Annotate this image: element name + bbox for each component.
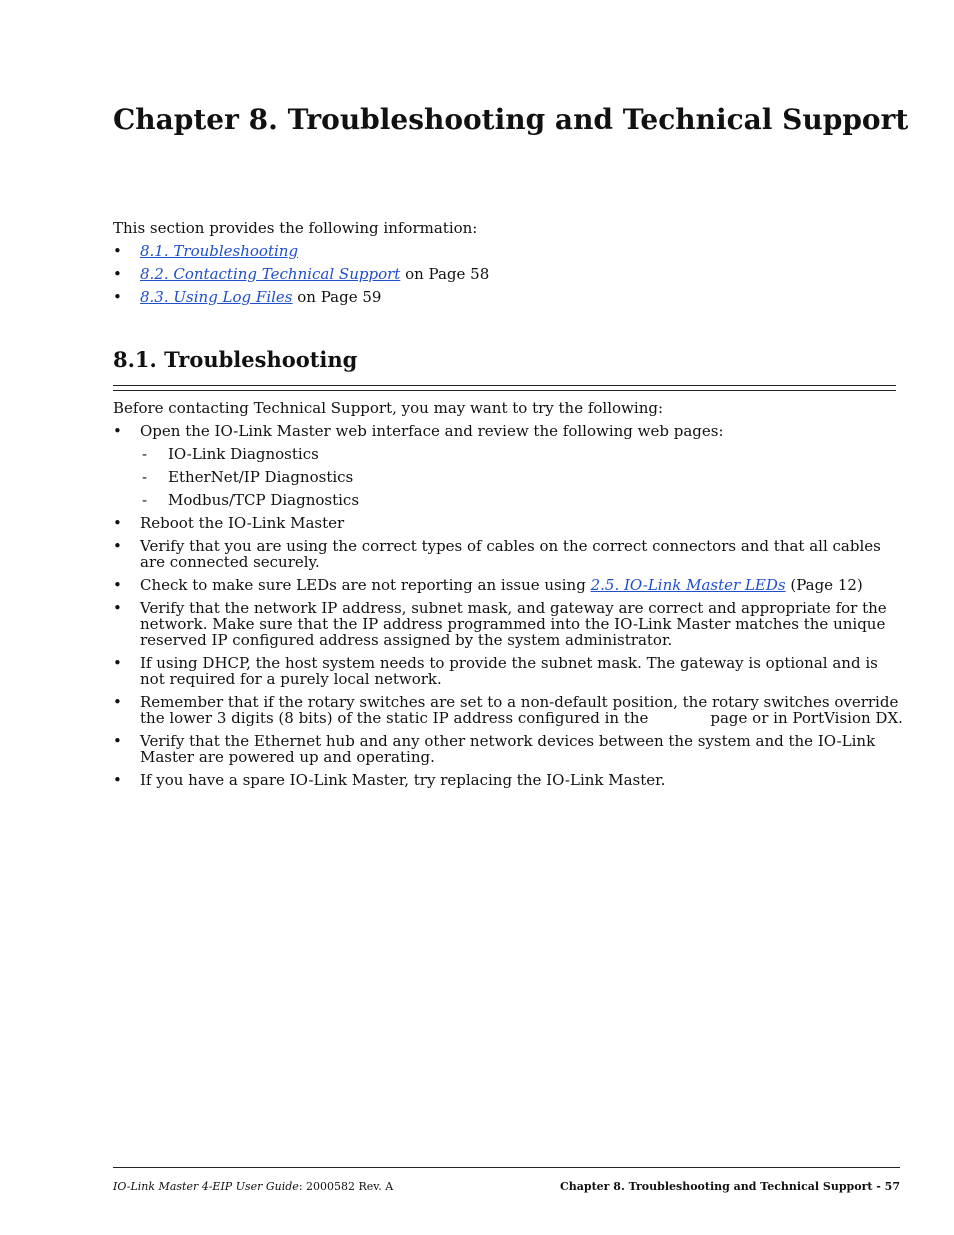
list-item xyxy=(113,423,903,508)
list-item: • Verify that you are using the correct types of cables on the correct connectors and that all cables are connected securely. xyxy=(113,538,903,570)
list-item: • If using DHCP, the host system needs to provide the subnet mask. The gateway is optional and is not required for a purely local network. xyxy=(113,655,903,687)
section-lead: Before contacting Technical Support, you may want to try the following: xyxy=(113,399,664,417)
chapter-title: Chapter 8. Troubleshooting and Technical Support xyxy=(113,103,909,136)
toc-item xyxy=(113,289,489,312)
footer-divider xyxy=(113,1167,900,1168)
footer-page-info: Chapter 8. Troubleshooting and Technical Support - 57 xyxy=(560,1180,900,1193)
toc-suffix: on Page 59 xyxy=(292,288,382,306)
toc-item xyxy=(113,243,489,266)
footer-doc-info xyxy=(113,1180,393,1193)
list-item: • Verify that the network IP address, subnet mask, and gateway are correct and appropriate for the network. Make sure that the IP address programmed into the IO-Link Master matches the unique reserved IP configured address assigned by the system administrator. xyxy=(113,600,903,648)
item-text: Check to make sure LEDs are not reporting an issue using xyxy=(140,576,591,594)
toc-item xyxy=(113,266,489,289)
footer-doc-number: : 2000582 Rev. A xyxy=(298,1180,394,1193)
footer-guide-title: IO-Link Master 4-EIP User Guide xyxy=(113,1180,299,1193)
toc-suffix: on Page 58 xyxy=(400,265,490,283)
section-title: 8.1. Troubleshooting xyxy=(113,347,358,372)
sub-list-item: - IO-Link Diagnostics xyxy=(140,446,903,462)
list-item: • Reboot the IO-Link Master xyxy=(113,515,903,531)
item-text: Remember that if the rotary switches are set to a non-default position, the rotary switches override the lower 3 digits (8 bits) of the static IP address configured in the xyxy=(140,693,899,727)
web-pages-list xyxy=(140,446,903,508)
sub-list-item: - Modbus/TCP Diagnostics xyxy=(140,492,903,508)
section-toc xyxy=(113,243,489,312)
toc-link-troubleshooting[interactable]: 8.1. Troubleshooting xyxy=(140,242,299,260)
list-item xyxy=(113,577,903,593)
list-item: • Verify that the Ethernet hub and any other network devices between the system and the IO-Link Master are powered up and operating. xyxy=(113,733,903,765)
section-divider xyxy=(113,385,896,391)
item-text: (Page 12) xyxy=(785,576,863,594)
toc-link-contacting-support[interactable]: 8.2. Contacting Technical Support xyxy=(140,265,401,283)
sub-list-item: - EtherNet/IP Diagnostics xyxy=(140,469,903,485)
leds-link[interactable]: 2.5. IO-Link Master LEDs xyxy=(590,576,786,594)
toc-link-log-files[interactable]: 8.3. Using Log Files xyxy=(140,288,293,306)
intro-text: This section provides the following information: xyxy=(113,219,478,237)
troubleshooting-list xyxy=(113,423,903,795)
item-text: page or in PortVision DX. xyxy=(710,709,903,727)
list-item xyxy=(113,694,903,726)
list-item: • If you have a spare IO-Link Master, try replacing the IO-Link Master. xyxy=(113,772,903,788)
item-text: Open the IO-Link Master web interface and review the following web pages: xyxy=(140,422,724,440)
